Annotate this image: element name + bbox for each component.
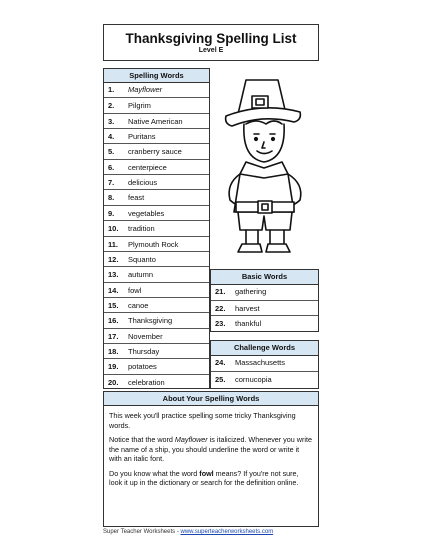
list-item [104,97,209,113]
spelling-words-list [103,68,210,389]
title-box [103,24,319,61]
item-number: 23. [215,319,226,329]
basic-words-heading: Basic Words [211,270,318,285]
item-number: 5. [108,147,115,157]
item-number: 3. [108,116,115,126]
item-number: 6. [108,162,115,172]
item-word: Native American [128,116,183,126]
list-item [211,300,318,316]
item-number: 13. [108,270,119,280]
page-title: Thanksgiving Spelling List [125,31,297,46]
footer-text: Super Teacher Worksheets - [103,529,181,535]
list-item [104,358,209,374]
list-item [104,374,209,390]
item-number: 17. [108,331,119,341]
item-word: cornucopia [235,375,272,384]
list-item [104,282,209,298]
item-number: 18. [108,346,119,356]
about-paragraph-3: Do you know what the word fowl means? If you're not sure, look it up in the dictionary or search for the definition online. [109,468,299,487]
item-number: 12. [108,254,119,264]
about-paragraph-1: This week you'll practice spelling some tricky Thanksgiving words. [109,411,296,430]
item-word: Thursday [128,346,160,356]
item-word: Plymouth Rock [128,239,179,249]
list-item [104,251,209,267]
challenge-words-list [210,340,319,389]
list-item [104,159,209,175]
item-word: fowl [128,285,142,295]
item-number: 10. [108,224,119,234]
item-number: 9. [108,208,115,218]
item-word: Mayflower [128,85,163,94]
list-item [104,189,209,205]
item-word: centerpiece [128,162,167,172]
item-number: 14. [108,285,119,295]
list-item [104,128,209,144]
list-item [104,328,209,344]
footer-link[interactable]: www.superteacherworksheets.com [180,529,274,535]
item-word: harvest [235,303,260,313]
list-item [211,315,318,331]
list-item [104,82,209,97]
item-number: 1. [108,85,115,94]
challenge-words-heading: Challenge Words [211,341,318,356]
level-label: Level E [198,47,224,54]
item-word: cranberry sauce [128,147,182,157]
list-item [211,284,318,299]
item-number: 20. [108,377,119,387]
list-item [104,297,209,313]
list-item [104,266,209,282]
item-number: 7. [108,178,115,188]
item-number: 25. [215,375,226,384]
item-word: gathering [235,287,267,296]
list-item [104,236,209,252]
about-heading: About Your Spelling Words [104,392,318,406]
basic-words-list [210,269,319,332]
list-item [104,343,209,359]
footer [103,529,319,535]
item-number: 21. [215,287,226,296]
item-word: thankful [235,319,262,329]
item-number: 4. [108,132,115,142]
item-word: Pilgrim [128,101,151,111]
list-item [104,220,209,236]
item-word: tradition [128,224,155,234]
item-word: potatoes [128,362,157,372]
item-word: Squanto [128,254,156,264]
item-word: canoe [128,300,149,310]
item-number: 2. [108,101,115,111]
list-item [211,355,318,370]
item-word: Massachusetts [235,358,286,367]
item-word: celebration [128,377,165,387]
item-word: autumn [128,270,154,280]
item-word: vegetables [128,208,165,218]
item-word: Thanksgiving [128,316,173,326]
item-number: 15. [108,300,119,310]
about-section [103,391,319,527]
list-item [211,371,318,387]
item-number: 22. [215,303,226,313]
item-number: 11. [108,239,119,249]
item-number: 8. [108,193,115,203]
spelling-words-heading: Spelling Words [104,69,209,83]
list-item [104,113,209,129]
list-item [104,312,209,328]
item-word: delicious [128,178,158,188]
item-number: 24. [215,358,226,367]
item-number: 16. [108,316,119,326]
item-word: feast [128,193,145,203]
list-item [104,143,209,159]
about-paragraph-2: Notice that the word Mayflower is italicized. Whenever you write the name of a ship, you should underline the word or write it with an italic font. [109,435,312,463]
item-number: 19. [108,362,119,372]
item-word: Puritans [128,132,156,142]
list-item [104,174,209,190]
list-item [104,205,209,221]
pilgrim-illustration [216,72,316,262]
item-word: November [128,331,163,341]
